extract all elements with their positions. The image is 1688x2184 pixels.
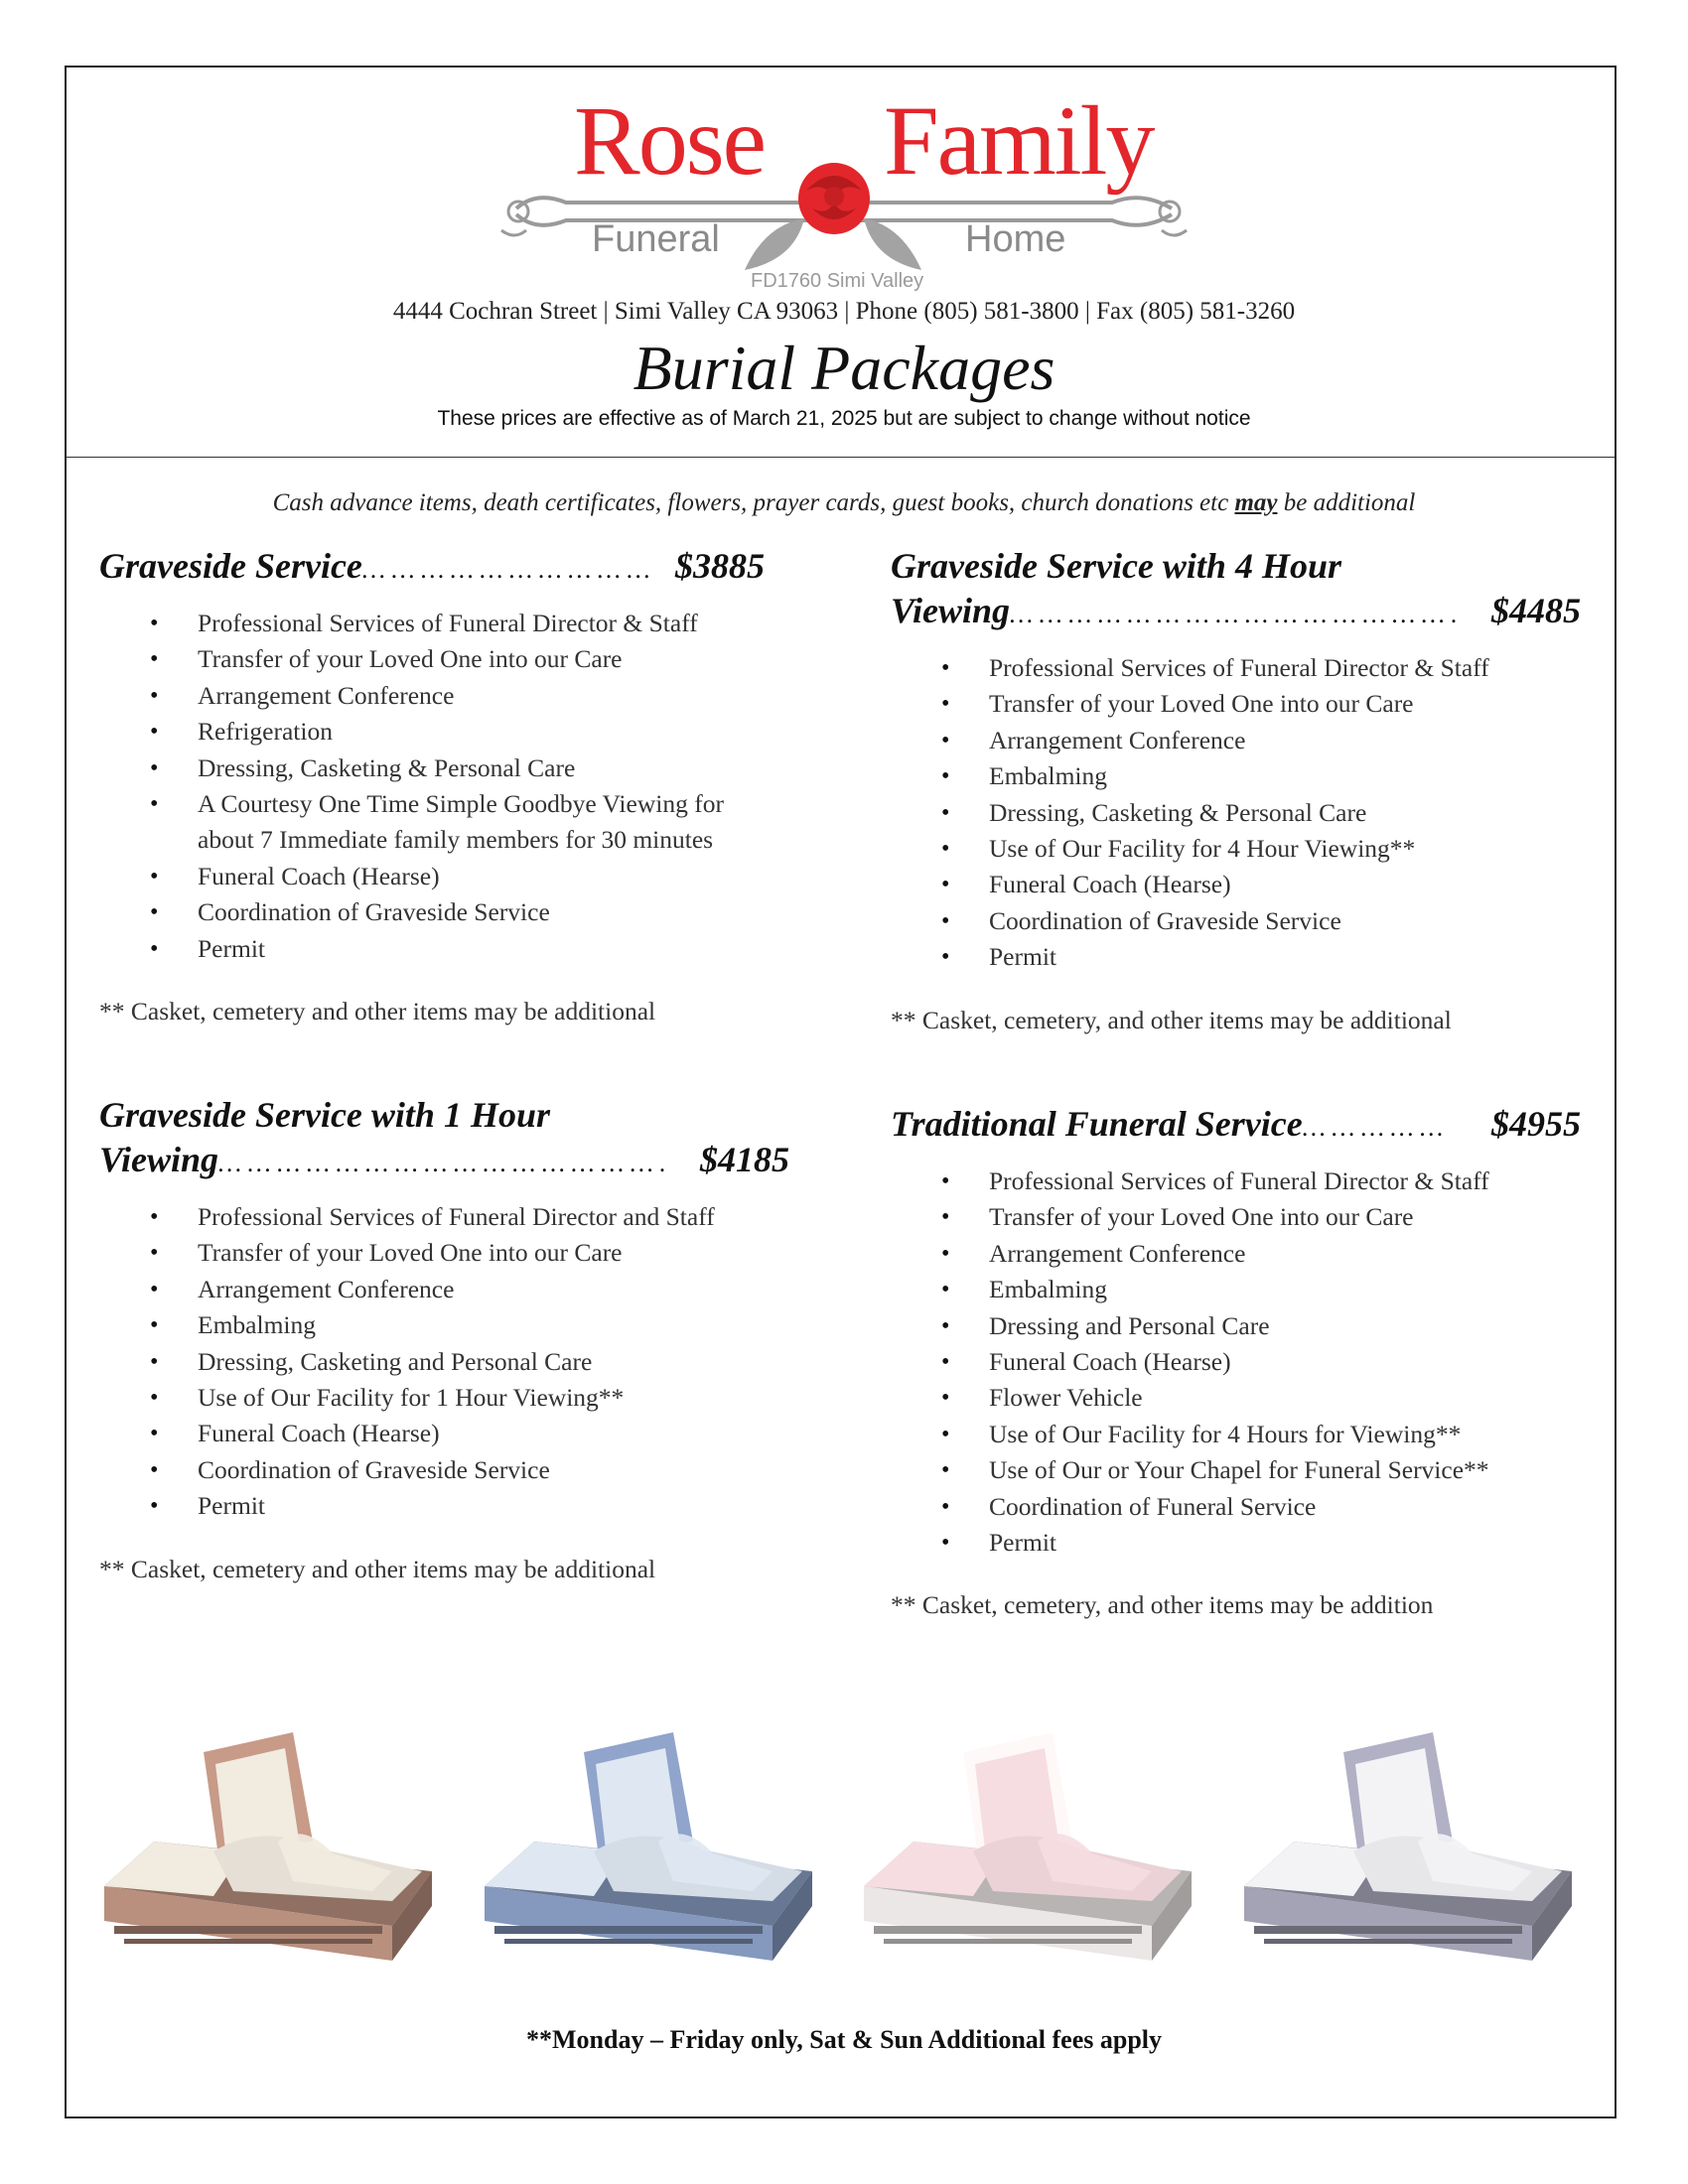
list-item: • Arrangement Conference xyxy=(99,678,774,714)
list-item: • Professional Services of Funeral Director and Staff xyxy=(99,1199,794,1235)
package-title xyxy=(99,544,765,592)
cash-note-text: Cash advance items, death certificates, flowers, prayer cards, guest books, church donations etc xyxy=(272,489,1235,516)
leader-dots: … … … … … … … … … … xyxy=(361,555,650,584)
casket-icon xyxy=(1234,1722,1582,1971)
logo-word-home: Home xyxy=(965,218,1066,260)
package-graveside xyxy=(99,544,774,1026)
logo-license: FD1760 Simi Valley xyxy=(751,270,924,292)
logo-word-family: Family xyxy=(884,85,1154,196)
list-item: • Embalming xyxy=(891,758,1586,794)
effective-date-note: These prices are effective as of March 21, 2025 but are subject to change without notice xyxy=(437,407,1251,430)
list-item: • Use of Our Facility for 4 Hours for Viewing** xyxy=(891,1417,1586,1452)
list-item: • A Courtesy One Time Simple Goodbye Viewing for about 7 Immediate family members for 30 minutes xyxy=(99,786,774,859)
casket-image-blue xyxy=(475,1722,822,1971)
package-note: ** Casket, cemetery and other items may be additional xyxy=(99,997,656,1026)
package-price: $4485 xyxy=(1491,591,1581,630)
package-title-line-1: Graveside Service with 4 Hour xyxy=(891,546,1341,586)
package-note: ** Casket, cemetery, and other items may be additional xyxy=(891,1005,1452,1034)
list-item: • Dressing, Casketing and Personal Care xyxy=(99,1344,794,1380)
package-price: $4955 xyxy=(1491,1104,1581,1144)
cash-note-emphasis: may xyxy=(1234,489,1278,516)
package-title-line-2 xyxy=(99,1138,789,1185)
list-item: • Arrangement Conference xyxy=(891,1236,1586,1272)
list-item: • Professional Services of Funeral Director & Staff xyxy=(99,606,774,641)
cash-note-tail: be additional xyxy=(1277,489,1416,516)
list-item: • Funeral Coach (Hearse) xyxy=(891,1344,1586,1380)
casket-gallery xyxy=(94,1722,1604,1971)
leader-dots: … … … … … xyxy=(1302,1113,1444,1142)
casket-image-silver xyxy=(1234,1722,1582,1971)
package-items xyxy=(891,1163,1586,1561)
list-item: • Dressing and Personal Care xyxy=(891,1308,1586,1344)
list-item: • Transfer of your Loved One into our Care xyxy=(891,686,1586,722)
list-item: • Professional Services of Funeral Director & Staff xyxy=(891,1163,1586,1199)
package-items xyxy=(99,606,774,967)
weekday-fee-note: **Monday – Friday only, Sat & Sun Additional fees apply xyxy=(525,2025,1163,2054)
list-item: • Transfer of your Loved One into our Care xyxy=(99,1235,794,1271)
package-name: Viewing xyxy=(99,1140,219,1179)
package-name: Traditional Funeral Service xyxy=(891,1104,1303,1144)
list-item: • Coordination of Funeral Service xyxy=(891,1489,1586,1525)
list-item: • Permit xyxy=(891,1525,1586,1561)
casket-image-bronze xyxy=(94,1722,442,1971)
list-item: • Professional Services of Funeral Director & Staff xyxy=(891,650,1586,686)
list-item: • Embalming xyxy=(891,1272,1586,1307)
package-title xyxy=(891,1102,1581,1150)
package-price: $4185 xyxy=(700,1140,789,1179)
package-traditional-funeral xyxy=(891,1102,1586,1620)
cash-advance-note xyxy=(0,489,1688,517)
package-items xyxy=(891,650,1586,976)
page-title: Burial Packages xyxy=(633,333,1055,403)
package-title-line-2 xyxy=(891,589,1581,636)
list-item: • Use of Our Facility for 4 Hour Viewing** xyxy=(891,831,1586,867)
package-title-line-1: Graveside Service with 1 Hour xyxy=(99,1095,550,1135)
package-note: ** Casket, cemetery, and other items may be addition xyxy=(891,1590,1434,1620)
list-item: • Dressing, Casketing & Personal Care xyxy=(891,795,1586,831)
list-item: • Permit xyxy=(891,939,1586,975)
rose-family-logo xyxy=(496,85,1192,300)
list-item: • Transfer of your Loved One into our Care xyxy=(99,641,774,677)
list-item: • Transfer of your Loved One into our Care xyxy=(891,1199,1586,1235)
contact-address: 4444 Cochran Street | Simi Valley CA 93063 | Phone (805) 581-3800 | Fax (805) 581-3260 xyxy=(392,298,1296,325)
package-graveside-1-hour xyxy=(99,1093,794,1584)
list-item: • Use of Our or Your Chapel for Funeral Service** xyxy=(891,1452,1586,1488)
list-item: • Coordination of Graveside Service xyxy=(99,894,774,930)
list-item: • Flower Vehicle xyxy=(891,1380,1586,1416)
casket-icon xyxy=(854,1722,1201,1971)
header-divider xyxy=(67,457,1615,458)
casket-icon xyxy=(94,1722,442,1971)
package-items xyxy=(99,1199,794,1525)
list-item: • Funeral Coach (Hearse) xyxy=(891,867,1586,902)
leader-dots: … … … … … … … … … … … … … … … . xyxy=(218,1149,666,1177)
package-note: ** Casket, cemetery and other items may be additional xyxy=(99,1554,656,1583)
list-item: • Funeral Coach (Hearse) xyxy=(99,1416,794,1451)
list-item: • Refrigeration xyxy=(99,714,774,750)
list-item: • Embalming xyxy=(99,1307,794,1343)
list-item: • Arrangement Conference xyxy=(891,723,1586,758)
package-graveside-4-hour xyxy=(891,544,1586,1035)
casket-image-white xyxy=(854,1722,1201,1971)
package-name: Viewing xyxy=(891,591,1011,630)
list-item: • Funeral Coach (Hearse) xyxy=(99,859,774,894)
list-item: • Coordination of Graveside Service xyxy=(891,903,1586,939)
leader-dots: … … … … … … … … … … … … … … … . xyxy=(1010,600,1458,628)
package-name: Graveside Service xyxy=(99,546,362,586)
list-item: • Permit xyxy=(99,931,774,967)
rose-icon xyxy=(798,163,870,234)
logo-word-funeral: Funeral xyxy=(592,218,720,260)
list-item: • Permit xyxy=(99,1488,794,1524)
package-price: $3885 xyxy=(675,546,765,586)
list-item: • Coordination of Graveside Service xyxy=(99,1452,794,1488)
list-item: • Arrangement Conference xyxy=(99,1272,794,1307)
casket-icon xyxy=(475,1722,822,1971)
list-item: • Use of Our Facility for 1 Hour Viewing** xyxy=(99,1380,794,1416)
list-item: • Dressing, Casketing & Personal Care xyxy=(99,751,774,786)
logo-word-rose: Rose xyxy=(574,85,765,196)
